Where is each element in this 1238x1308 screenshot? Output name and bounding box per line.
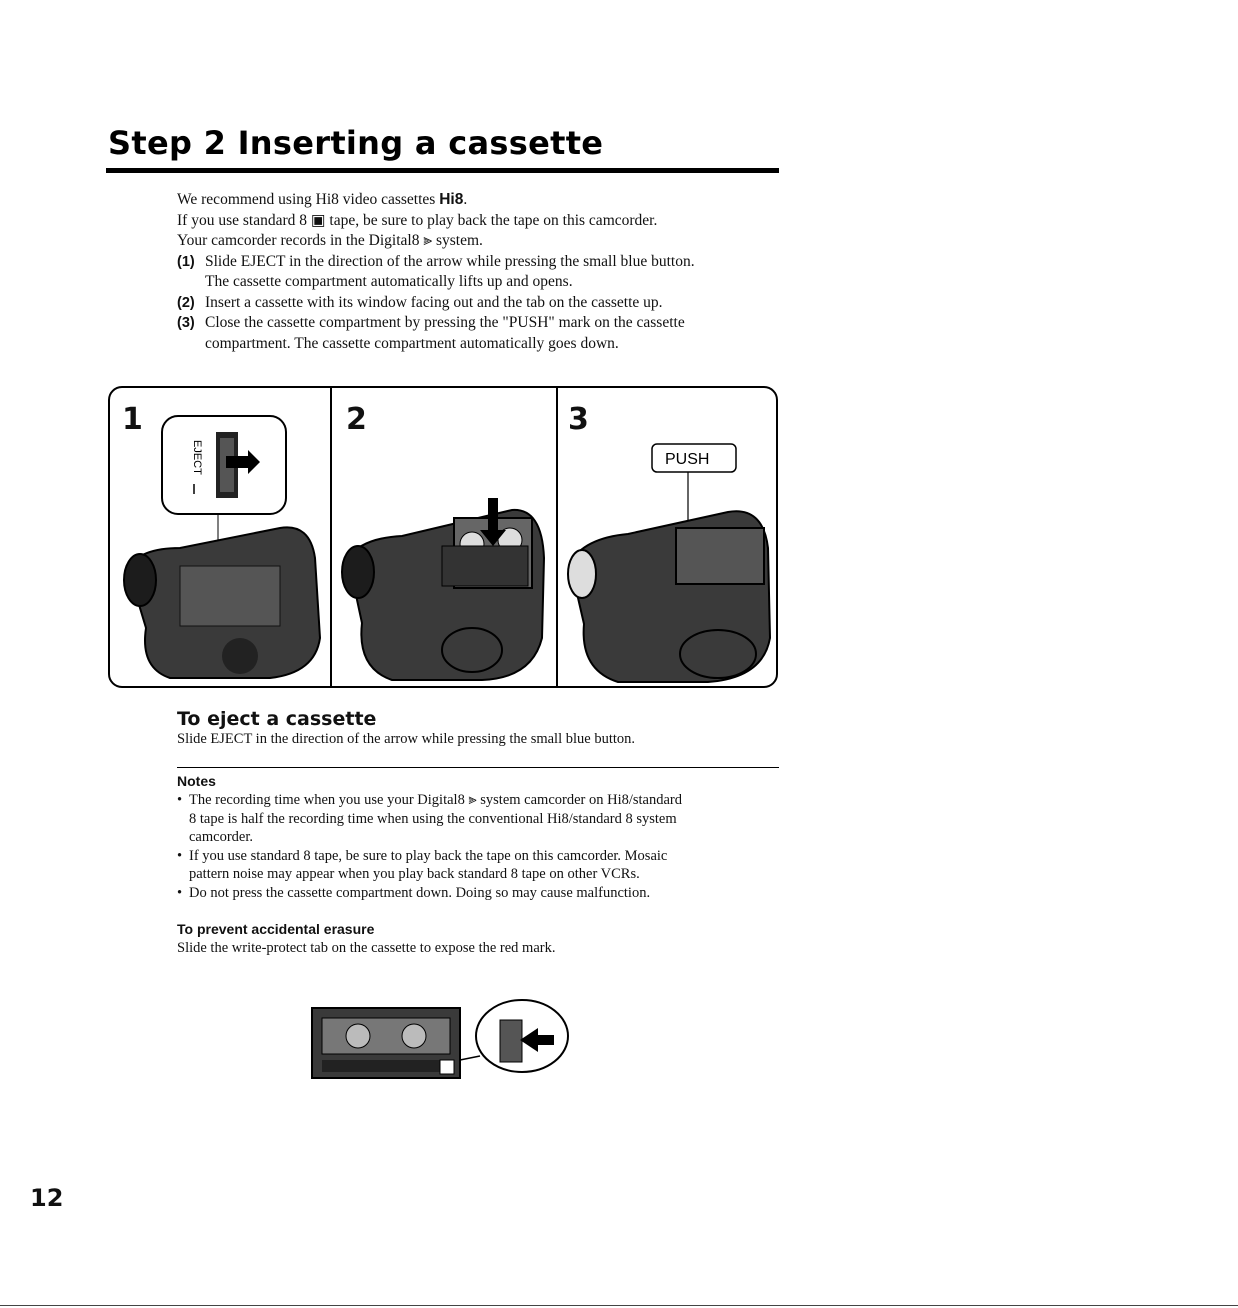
- page-title: Step 2 Inserting a cassette: [108, 124, 604, 162]
- note-line: pattern noise may appear when you play back standard 8 tape on other VCRs.: [189, 866, 640, 882]
- note-line: Do not press the cassette compartment down. Doing so may cause malfunction.: [189, 884, 651, 901]
- note-bullet: •: [177, 792, 183, 808]
- hi8-mark: Hi8: [439, 191, 464, 208]
- note-item: [177, 884, 787, 903]
- cassette-illustration: [310, 998, 572, 1084]
- note-bullet: •: [177, 847, 183, 864]
- illustration-panel: [108, 386, 778, 688]
- eject-callout-label: EJECT: [191, 440, 203, 475]
- panel-1-illustration: [110, 388, 330, 688]
- panel-1-number: 1: [122, 402, 143, 437]
- note-line: The recording time when you use your Digital8 ⫸ system camcorder on Hi8/standard: [189, 792, 682, 808]
- intro-line-1-text: We recommend using Hi8 video cassettes: [177, 191, 436, 208]
- intro-block: [177, 190, 787, 354]
- step-3-number: (3): [177, 315, 195, 331]
- intro-line-3: Your camcorder records in the Digital8 ⫸ system.: [177, 232, 483, 249]
- page-number: 12: [30, 1184, 64, 1212]
- note-bullet: •: [177, 884, 183, 901]
- step-1-continuation: The cassette compartment automatically lifts up and opens.: [205, 273, 573, 290]
- intro-line-2: If you use standard 8 ▣ tape, be sure to play back the tape on this camcorder.: [177, 211, 658, 229]
- note-line: If you use standard 8 tape, be sure to play back the tape on this camcorder. Mosaic: [189, 847, 668, 864]
- notes-heading: Notes: [177, 773, 216, 789]
- push-callout-label: PUSH: [665, 451, 710, 468]
- title-rule: [106, 168, 779, 173]
- panel-3-illustration: [558, 388, 778, 688]
- step-2-number: (2): [177, 294, 195, 311]
- note-line: 8 tape is half the recording time when using the conventional Hi8/standard 8 system: [189, 810, 677, 827]
- eject-text: Slide EJECT in the direction of the arrow while pressing the small blue button.: [177, 731, 636, 747]
- panel-2-number: 2: [346, 402, 367, 437]
- panel-3-number: 3: [568, 402, 589, 437]
- notes-list: [177, 791, 787, 902]
- step-1: [177, 252, 787, 293]
- step-3-continuation: compartment. The cassette compartment automatically goes down.: [205, 334, 619, 352]
- step-1-text: Slide EJECT in the direction of the arrow while pressing the small blue button.: [205, 252, 695, 270]
- step-3-text: Close the cassette compartment by pressing the "PUSH" mark on the cassette: [205, 314, 685, 331]
- note-item: [177, 847, 787, 884]
- step-3: [177, 313, 787, 354]
- eject-heading: To eject a cassette: [177, 708, 377, 730]
- step-2: [177, 293, 787, 314]
- note-item: [177, 791, 787, 847]
- note-line: camcorder.: [189, 829, 254, 845]
- step-1-number: (1): [177, 253, 195, 270]
- intro-line-1: We recommend using Hi8 video cassettes Hi8.: [177, 191, 468, 208]
- step-2-text: Insert a cassette with its window facing out and the tab on the cassette up.: [205, 293, 663, 311]
- page-bottom-rule: [0, 1305, 1238, 1306]
- panel-2-illustration: [332, 388, 556, 688]
- notes-rule: [177, 767, 779, 768]
- erasure-text: Slide the write-protect tab on the cassette to expose the red mark.: [177, 940, 556, 956]
- erasure-heading: To prevent accidental erasure: [177, 921, 375, 937]
